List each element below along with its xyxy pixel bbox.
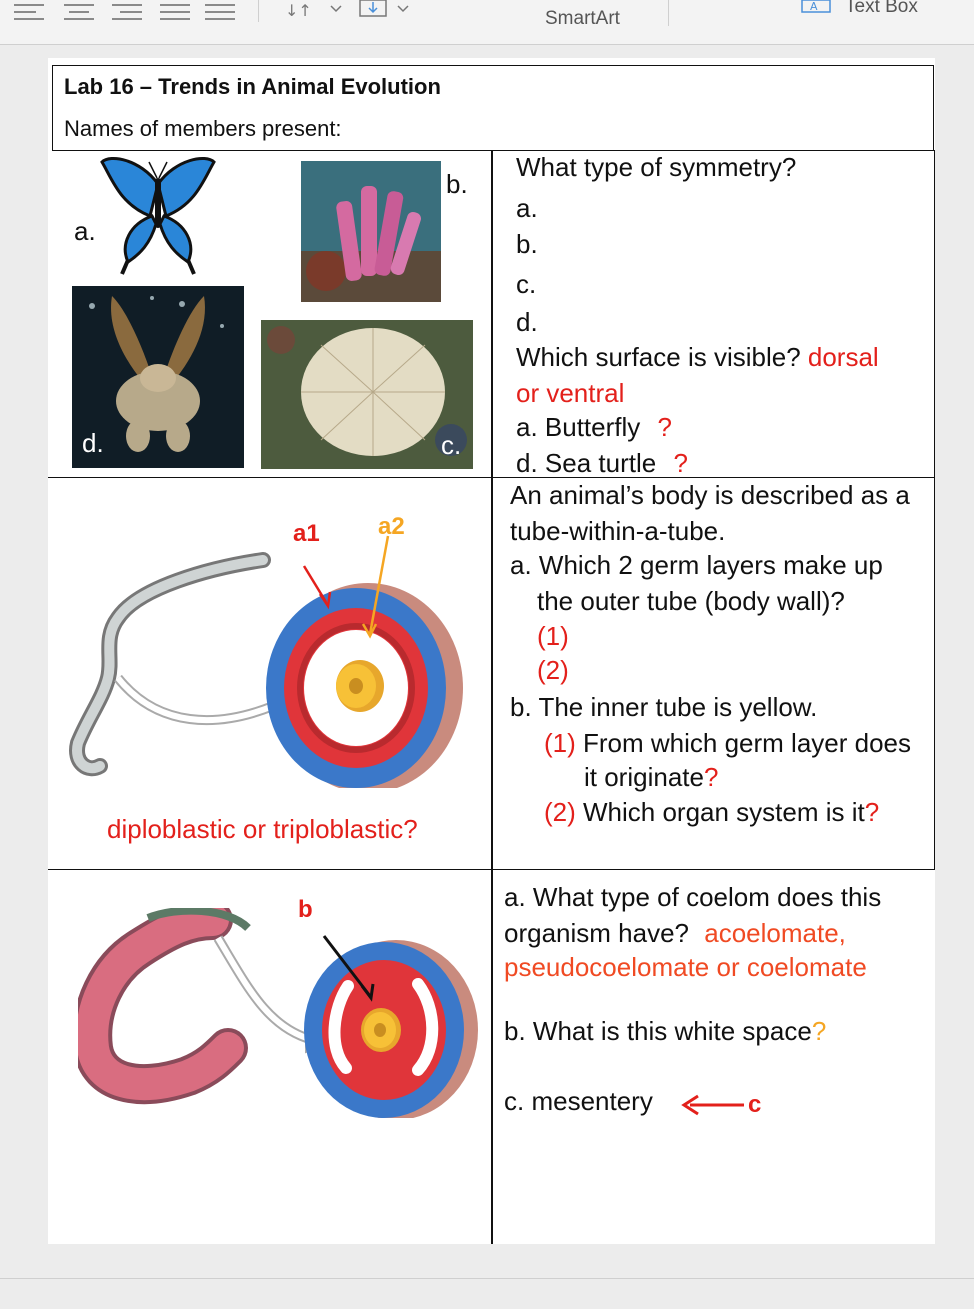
question-surface [516,344,879,370]
qmark: ? [811,1016,827,1046]
coelom-options-1: acoelomate, [704,918,846,948]
align-text-icon[interactable] [358,0,418,27]
label-a: a. [74,216,96,246]
question-surface-text: Which surface is visible? [516,342,801,372]
left-arrow-icon [678,1092,748,1123]
toolbar-separator [668,0,669,26]
tube-sub-1 [544,730,911,756]
symmetry-item-b: b. [516,229,538,259]
row-divider-2 [48,869,935,870]
tube-sub-1-line-2 [584,764,718,790]
text-box-icon[interactable] [800,0,834,21]
table-top-line [236,150,935,151]
tube-line-1: An animal’s body is described as a [510,480,910,510]
turtle-text: d. Sea turtle [516,448,657,478]
qmark: ? [703,762,719,792]
white-space-text: b. What is this white space [504,1016,812,1046]
page-title: Lab 16 – Trends in Animal Evolution [64,74,441,99]
tube-line-2: tube-within-a-tube. [510,516,726,546]
label-b: b. [446,169,468,199]
row-divider-1 [48,477,935,478]
qmark: ? [673,448,688,478]
surface-item-turtle [516,450,688,476]
label-b-coelom: b [298,896,313,923]
coelom-question-line-1: a. What type of coelom does this [504,882,882,912]
roundworm-diagram [58,498,478,788]
align-center-icon[interactable] [64,4,94,25]
surface-item-butterfly [516,414,672,440]
members-label: Names of members present: [64,116,342,141]
tube-question-a-2: the outer tube (body wall)? [537,586,845,616]
sub-1-text-2: it originate [584,762,704,792]
label-d: d. [82,428,104,458]
sub-1-num: (1) [544,728,576,758]
qmark: ? [657,412,672,442]
align-right-icon[interactable] [112,4,142,25]
svg-text:↓↑: ↓↑ [285,1,312,20]
justify-icon[interactable] [160,4,190,25]
tube-answer-2: (2) [537,655,569,685]
butterfly-image [100,154,216,278]
surface-option-ventral: or ventral [516,378,625,408]
mesentery-label: c. mesentery [504,1086,653,1116]
symmetry-item-d: d. [516,307,538,337]
label-c: c. [441,430,462,460]
sponge-image [301,161,441,302]
qmark: ? [864,797,880,827]
diploblastic-question: diploblastic or triploblastic? [107,814,418,844]
symmetry-item-a: a. [516,193,538,223]
table-vertical-divider [491,150,493,1244]
status-bar [0,1278,974,1309]
smartart-label[interactable]: SmartArt [545,8,620,29]
coelom-question-text: organism have? [504,918,689,948]
question-symmetry: What type of symmetry? [516,152,797,182]
earthworm-diagram [78,908,478,1118]
distributed-icon[interactable] [205,4,235,25]
align-left-icon[interactable] [14,4,44,25]
text-box-label[interactable]: Text Box [845,0,918,17]
sub-1-text: From which germ layer does [575,728,912,758]
label-c-mesentery: c [748,1091,762,1118]
white-space-question [504,1018,826,1044]
label-a1: a1 [293,520,320,547]
coelom-question-line-2 [504,920,846,946]
coelom-options-2: pseudocoelomate or coelomate [504,952,867,982]
toolbar-separator [258,0,259,22]
surface-option-dorsal: dorsal [807,342,879,372]
sub-2-text: Which organ system is it [575,797,865,827]
tube-question-b: b. The inner tube is yellow. [510,692,818,722]
document-page [48,58,935,1244]
sub-2-num: (2) [544,797,576,827]
symmetry-item-c: c. [516,269,537,299]
svg-text:A: A [810,0,818,13]
tube-answer-1: (1) [537,621,569,651]
label-a2: a2 [378,513,405,540]
table-right-border [934,150,935,870]
ribbon-toolbar [0,0,974,45]
text-direction-icon[interactable] [285,0,355,27]
tube-question-a: a. Which 2 germ layers make up [510,550,883,580]
tube-sub-2 [544,799,879,825]
butterfly-text: a. Butterfly [516,412,641,442]
